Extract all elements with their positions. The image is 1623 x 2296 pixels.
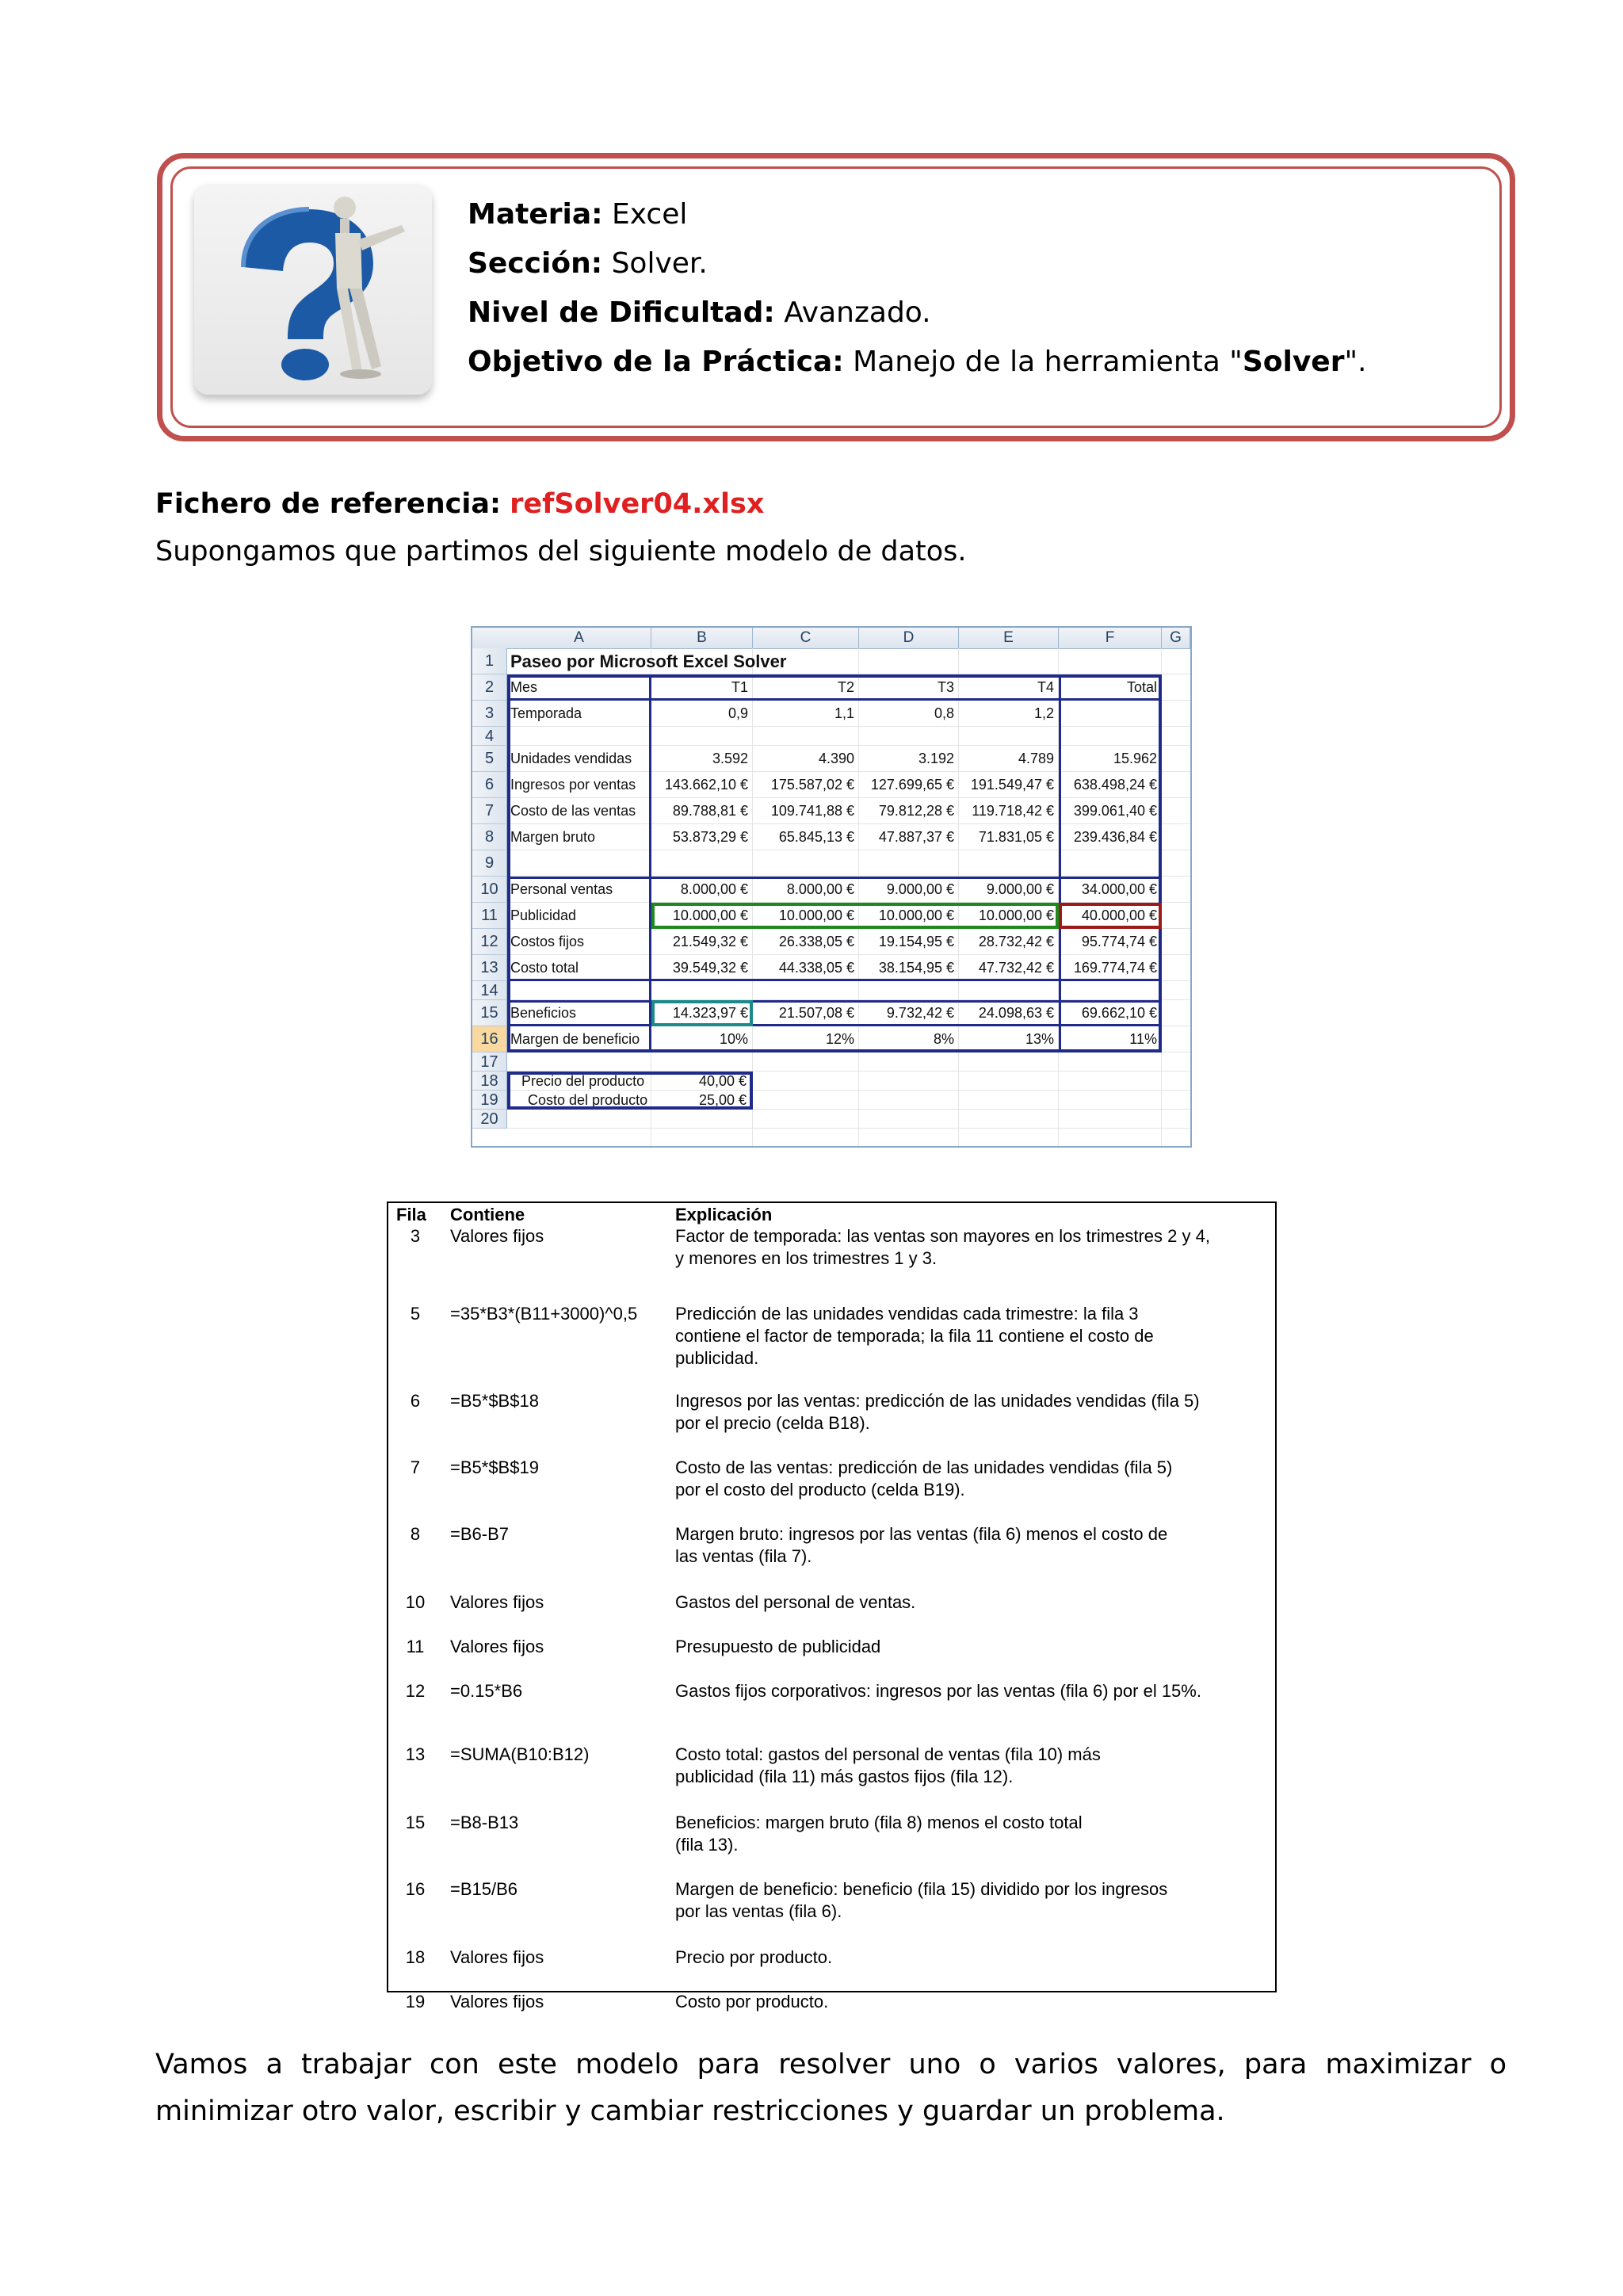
cell-E12: 28.732,42 € xyxy=(978,934,1054,949)
cell-F7: 399.061,40 € xyxy=(1073,803,1157,819)
row-header-4: 4 xyxy=(472,727,507,746)
cell-F13: 169.774,74 € xyxy=(1073,960,1157,976)
table-row-explicacion: Costo total: gastos del personal de ventas (fila 10) más publicidad (fila 11) más gastos fijos (fila 12). xyxy=(675,1744,1101,1786)
cell-B10: 8.000,00 € xyxy=(680,881,748,897)
cell-a19: Costo del producto xyxy=(528,1092,648,1108)
cell-F16: 11% xyxy=(1129,1031,1157,1047)
row-header-16: 16 xyxy=(472,1026,507,1052)
row-header-13: 13 xyxy=(472,955,507,981)
cell-F15: 69.662,10 € xyxy=(1081,1005,1157,1021)
practice-info xyxy=(468,190,1366,387)
table-row-explicacion: Margen bruto: ingresos por las ventas (fila 6) menos el costo de las ventas (fila 7). xyxy=(675,1524,1168,1566)
column-header-b: B xyxy=(651,628,753,649)
table-row-explicacion: Precio por producto. xyxy=(675,1947,833,1967)
table-row-fila: 7 xyxy=(410,1457,421,1477)
cell-b18: 40,00 € xyxy=(698,1073,747,1089)
cell-D8: 47.887,37 € xyxy=(878,829,954,845)
cell-C13: 44.338,05 € xyxy=(778,960,854,976)
cell-a16: Margen de beneficio xyxy=(510,1031,640,1047)
table-row-fila: 6 xyxy=(410,1391,421,1411)
costs-outline xyxy=(507,877,1162,981)
nivel-line xyxy=(468,288,1366,338)
materia-value: Excel xyxy=(611,198,688,231)
cell-a10: Personal ventas xyxy=(510,881,613,897)
cell-a12: Costos fijos xyxy=(510,934,585,949)
column-header-e: E xyxy=(959,628,1059,649)
gridline xyxy=(507,1128,1190,1129)
cell-D10: 9.000,00 € xyxy=(886,881,954,897)
row-header-19: 19 xyxy=(472,1091,507,1110)
table-row-contiene: Valores fijos xyxy=(450,1637,544,1656)
cell-E3: 1,2 xyxy=(1033,705,1054,721)
header-card xyxy=(157,153,1515,441)
cell-B15: 14.323,97 € xyxy=(672,1005,748,1021)
cell-C12: 26.338,05 € xyxy=(778,934,854,949)
seccion-line xyxy=(468,239,1366,288)
cell-B3: 0,9 xyxy=(727,705,748,721)
column-header-c: C xyxy=(753,628,859,649)
cell-D11: 10.000,00 € xyxy=(878,907,954,923)
cell-b19: 25,00 € xyxy=(698,1092,747,1108)
cell-a6: Ingresos por ventas xyxy=(510,777,636,793)
cell-C2: T2 xyxy=(837,679,854,695)
reference-file: refSolver04.xlsx xyxy=(510,488,765,520)
cell-D5: 3.192 xyxy=(918,751,954,766)
cell-F8: 239.436,84 € xyxy=(1073,829,1157,845)
nivel-label: Nivel de Dificultad: xyxy=(468,296,775,329)
cell-a3: Temporada xyxy=(510,705,582,721)
intro-text: Supongamos que partimos del siguiente modelo de datos. xyxy=(155,536,967,567)
row-header-9: 9 xyxy=(472,850,507,877)
table-row-fila: 5 xyxy=(410,1304,421,1324)
column-header-a: A xyxy=(507,628,651,649)
header-explicacion: Explicación xyxy=(675,1205,773,1224)
table-row-explicacion: Gastos del personal de ventas. xyxy=(675,1592,916,1612)
row-header-20: 20 xyxy=(472,1110,507,1129)
cell-D7: 79.812,28 € xyxy=(878,803,954,819)
label-column-outline xyxy=(507,674,651,1052)
cell-C6: 175.587,02 € xyxy=(770,777,854,793)
row-header-11: 11 xyxy=(472,903,507,929)
seccion-label: Sección: xyxy=(468,247,603,280)
table-row-fila: 16 xyxy=(405,1879,426,1899)
spreadsheet-screenshot xyxy=(471,626,1192,1148)
cell-a8: Margen bruto xyxy=(510,829,596,845)
objetivo-text-post: ". xyxy=(1344,346,1367,378)
cell-E8: 71.831,05 € xyxy=(978,829,1054,845)
row-header-5: 5 xyxy=(472,746,507,772)
table-row-fila: 8 xyxy=(410,1524,421,1544)
row-header-6: 6 xyxy=(472,772,507,798)
table-row-fila: 3 xyxy=(410,1226,421,1246)
column-header-f: F xyxy=(1059,628,1162,649)
table-row-explicacion: Gastos fijos corporativos: ingresos por las ventas (fila 6) por el 15%. xyxy=(675,1681,1201,1701)
row-header-8: 8 xyxy=(472,824,507,850)
header-contiene: Contiene xyxy=(450,1205,525,1224)
cell-B8: 53.873,29 € xyxy=(672,829,748,845)
cell-a5: Unidades vendidas xyxy=(510,751,632,766)
table-row-fila: 11 xyxy=(406,1637,425,1656)
row-header-18: 18 xyxy=(472,1072,507,1091)
reference-label: Fichero de referencia: xyxy=(155,488,502,520)
table-row-contiene: Valores fijos xyxy=(450,1592,544,1612)
table-row-contiene: =0.15*B6 xyxy=(450,1681,523,1701)
cell-F6: 638.498,24 € xyxy=(1073,777,1157,793)
table-row-explicacion: Presupuesto de publicidad xyxy=(675,1637,881,1656)
cell-E5: 4.789 xyxy=(1018,751,1054,766)
cell-B5: 3.592 xyxy=(712,751,748,766)
cell-E7: 119.718,42 € xyxy=(972,803,1054,819)
nivel-value: Avanzado. xyxy=(784,296,931,329)
cell-F5: 15.962 xyxy=(1113,751,1157,766)
cell-E2: T4 xyxy=(1037,679,1054,695)
table-row-explicacion: Ingresos por las ventas: predicción de las unidades vendidas (fila 5) por el precio (celda B18). xyxy=(675,1391,1200,1433)
table-row-contiene: =B8-B13 xyxy=(450,1813,519,1832)
cell-C10: 8.000,00 € xyxy=(786,881,854,897)
objetivo-text-pre: Manejo de la herramienta " xyxy=(853,346,1243,378)
table-row-contiene: Valores fijos xyxy=(450,1992,544,2011)
row-header-14: 14 xyxy=(472,981,507,1000)
column-header-d: D xyxy=(859,628,959,649)
table-row-explicacion: Costo por producto. xyxy=(675,1992,829,2011)
table-row-contiene: Valores fijos xyxy=(450,1947,544,1967)
table-row-explicacion: Beneficios: margen bruto (fila 8) menos el costo total (fila 13). xyxy=(675,1813,1083,1855)
cell-D12: 19.154,95 € xyxy=(878,934,954,949)
table-row-fila: 10 xyxy=(405,1592,426,1612)
materia-label: Materia: xyxy=(468,198,603,231)
cell-C7: 109.741,88 € xyxy=(770,803,854,819)
cell-F2: Total xyxy=(1126,679,1157,695)
closing-paragraph: Vamos a trabajar con este modelo para resolver uno o varios valores, para maximizar o minimizar otro valor, escribir y cambiar restricciones y guardar un problema. xyxy=(155,2049,1507,2127)
publicidad-outline xyxy=(651,903,1059,929)
cell-a18: Precio del producto xyxy=(521,1073,645,1089)
cell-E15: 24.098,63 € xyxy=(978,1005,1054,1021)
cell-E6: 191.549,47 € xyxy=(970,777,1054,793)
total-publicidad-outline xyxy=(1059,903,1162,929)
table-row-explicacion: Costo de las ventas: predicción de las unidades vendidas (fila 5) por el costo del producto (celda B19). xyxy=(675,1457,1173,1499)
cell-C8: 65.845,13 € xyxy=(778,829,854,845)
table-row-explicacion: Factor de temporada: las ventas son mayores en los trimestres 2 y 4, y menores en los trimestres 1 y 3. xyxy=(675,1226,1210,1268)
cell-B6: 143.662,10 € xyxy=(664,777,748,793)
cell-a15: Beneficios xyxy=(510,1005,577,1021)
table-row-contiene: =35*B3*(B11+3000)^0,5 xyxy=(450,1304,638,1324)
sheet-title: Paseo por Microsoft Excel Solver xyxy=(510,651,787,671)
objetivo-line xyxy=(468,338,1366,387)
row-header-17: 17 xyxy=(472,1052,507,1072)
table-row-fila: 18 xyxy=(405,1947,426,1967)
cell-D6: 127.699,65 € xyxy=(870,777,954,793)
table-row-contiene: Valores fijos xyxy=(450,1226,544,1246)
cell-C3: 1,1 xyxy=(834,705,854,721)
cell-a11: Publicidad xyxy=(510,907,577,923)
cell-C5: 4.390 xyxy=(818,751,854,766)
profit-outline xyxy=(507,1000,1162,1026)
cell-a2: Mes xyxy=(510,679,538,695)
explanation-table xyxy=(387,1201,1277,2011)
table-row-fila: 13 xyxy=(405,1744,426,1764)
table-row-fila: 12 xyxy=(405,1681,426,1701)
cell-F11: 40.000,00 € xyxy=(1081,907,1157,923)
beneficio-b15-outline xyxy=(651,1000,753,1026)
row-header-15: 15 xyxy=(472,1000,507,1026)
cell-E10: 9.000,00 € xyxy=(986,881,1054,897)
total-column-outline xyxy=(1059,674,1162,1052)
seccion-value: Solver. xyxy=(611,247,708,280)
cell-a13: Costo total xyxy=(510,960,579,976)
table-row-contiene: =B15/B6 xyxy=(450,1879,518,1899)
column-header-g: G xyxy=(1162,628,1190,649)
table-row-contiene: =B5*$B$19 xyxy=(450,1457,539,1477)
table-row-fila: 15 xyxy=(405,1813,426,1832)
materia-line xyxy=(468,190,1366,239)
cell-a7: Costo de las ventas xyxy=(510,803,636,819)
objetivo-label: Objetivo de la Práctica: xyxy=(468,346,844,378)
table-row-fila: 19 xyxy=(405,1992,426,2011)
cell-F10: 34.000,00 € xyxy=(1081,881,1157,897)
cell-E16: 13% xyxy=(1025,1031,1054,1047)
header-fila: Fila xyxy=(396,1205,426,1224)
cell-B13: 39.549,32 € xyxy=(672,960,748,976)
question-figure-icon xyxy=(194,184,432,395)
cell-C15: 21.507,08 € xyxy=(778,1005,854,1021)
cell-F12: 95.774,74 € xyxy=(1081,934,1157,949)
cell-D3: 0,8 xyxy=(934,705,954,721)
cell-B2: T1 xyxy=(731,679,748,695)
cell-B16: 10% xyxy=(719,1031,748,1047)
table-row-explicacion: Predicción de las unidades vendidas cada trimestre: la fila 3 contiene el factor de temporada; la fila 11 contiene el costo de publicidad. xyxy=(675,1304,1154,1368)
cell-C11: 10.000,00 € xyxy=(778,907,854,923)
reference-line xyxy=(155,488,764,520)
table-row-contiene: =B6-B7 xyxy=(450,1524,509,1544)
cell-B12: 21.549,32 € xyxy=(672,934,748,949)
table-row-contiene: =B5*$B$18 xyxy=(450,1391,539,1411)
cell-D13: 38.154,95 € xyxy=(878,960,954,976)
cell-D2: T3 xyxy=(937,679,954,695)
cell-E11: 10.000,00 € xyxy=(978,907,1054,923)
row-header-12: 12 xyxy=(472,929,507,955)
row-header-7: 7 xyxy=(472,798,507,824)
price-cost-outline xyxy=(507,1072,753,1110)
cell-C16: 12% xyxy=(825,1031,854,1047)
cell-D16: 8% xyxy=(933,1031,954,1047)
corner-select-all xyxy=(472,628,508,649)
row-header-2: 2 xyxy=(472,674,507,701)
cell-E13: 47.732,42 € xyxy=(978,960,1054,976)
cell-B11: 10.000,00 € xyxy=(672,907,748,923)
cell-D15: 9.732,42 € xyxy=(886,1005,954,1021)
row-header-3: 3 xyxy=(472,701,507,727)
row-header-1: 1 xyxy=(472,648,507,674)
row-header-10: 10 xyxy=(472,877,507,903)
table-row-contiene: =SUMA(B10:B12) xyxy=(450,1744,590,1764)
cell-B7: 89.788,81 € xyxy=(672,803,748,819)
objetivo-text-bold: Solver xyxy=(1242,346,1345,378)
table-row-explicacion: Margen de beneficio: beneficio (fila 15) dividido por los ingresos por las ventas (fila 6). xyxy=(675,1879,1168,1921)
